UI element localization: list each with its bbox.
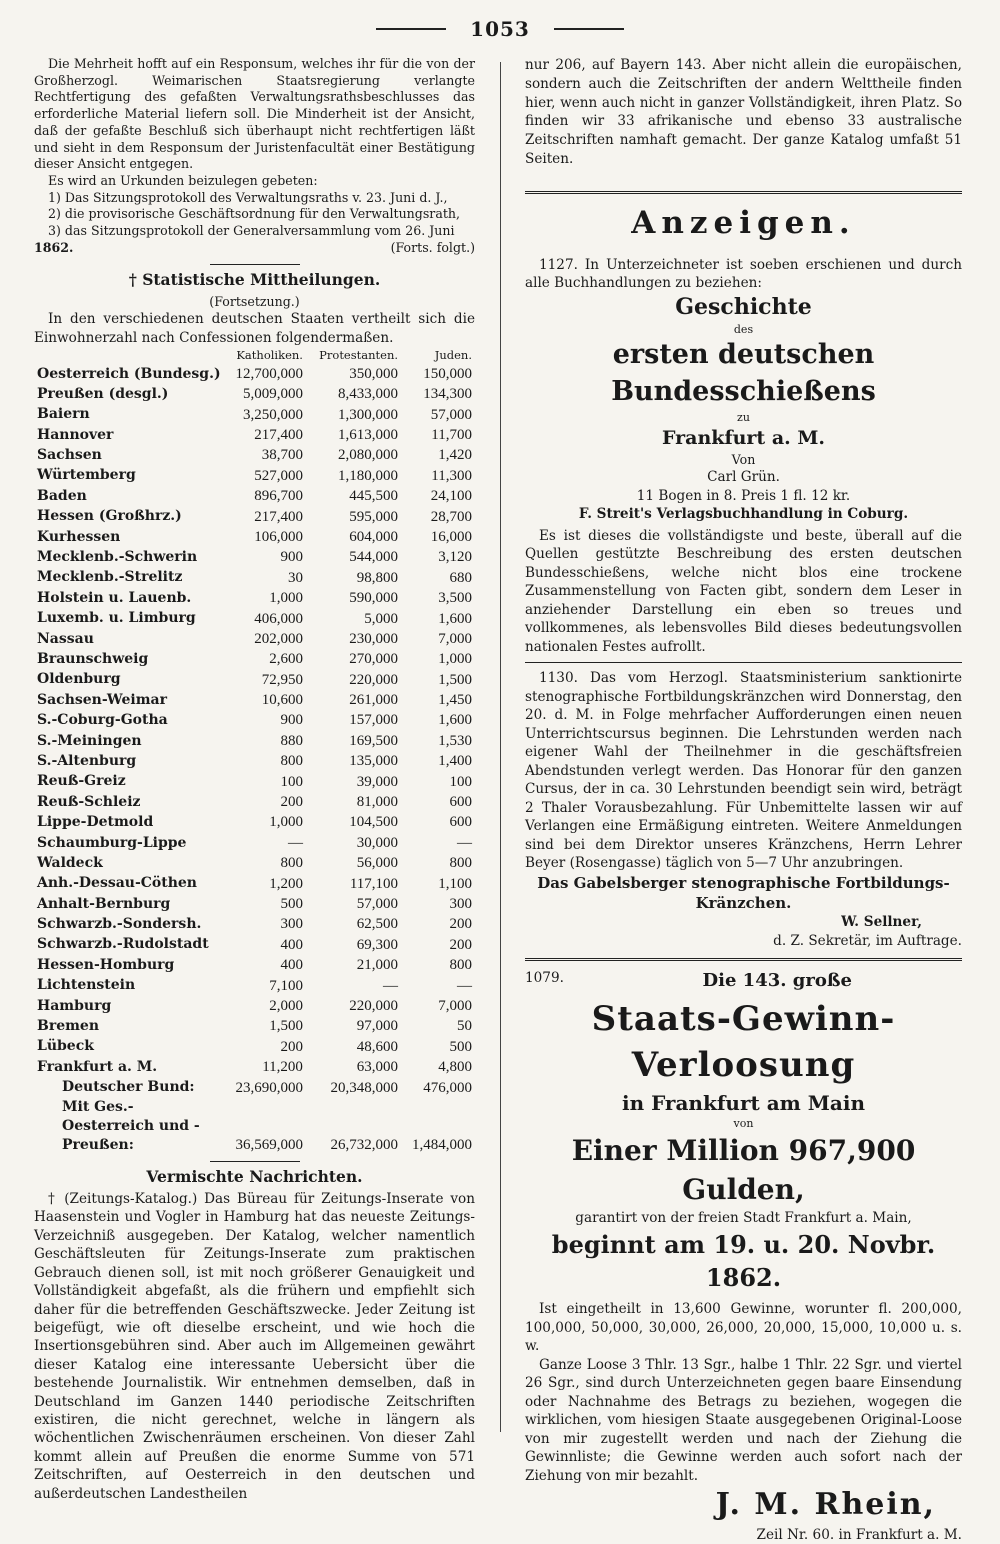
jews-cell: 11,700 bbox=[431, 427, 472, 444]
section-rule bbox=[525, 958, 962, 961]
total-value: 476,000 bbox=[423, 1079, 472, 1096]
protestants-cell: 56,000 bbox=[356, 855, 399, 872]
protestants-cell: 69,300 bbox=[356, 936, 399, 953]
jews-cell: 1,600 bbox=[438, 712, 472, 729]
verm-heading: Vermischte Nachrichten. bbox=[146, 1167, 363, 1186]
state-name: Sachsen bbox=[37, 447, 102, 464]
table-row bbox=[34, 914, 475, 934]
table-header: Juden. bbox=[434, 348, 472, 363]
jews-cell: 500 bbox=[449, 1038, 472, 1055]
continuation-note: (Forts. folgt.) bbox=[390, 239, 475, 255]
protestants-cell: 595,000 bbox=[349, 508, 399, 525]
table-header-row bbox=[34, 348, 475, 364]
table-row bbox=[34, 935, 475, 955]
table-row bbox=[34, 955, 475, 975]
total-row bbox=[34, 1098, 475, 1155]
state-name: Hannover bbox=[37, 426, 114, 443]
table-row bbox=[34, 1037, 475, 1057]
protestants-cell: 98,800 bbox=[356, 569, 399, 586]
stat-heading: † Statistische Mittheilungen. bbox=[128, 270, 381, 290]
catholics-cell: 1,000 bbox=[269, 590, 303, 607]
catholics-cell: 200 bbox=[280, 1038, 303, 1055]
confession-table bbox=[34, 348, 475, 1155]
table-row bbox=[34, 772, 475, 792]
jews-cell: 1,000 bbox=[438, 651, 472, 668]
table-row bbox=[34, 996, 475, 1016]
state-name: S.-Coburg-Gotha bbox=[37, 712, 168, 729]
signer-name: W. Sellner, bbox=[841, 914, 922, 931]
protestants-cell: 1,300,000 bbox=[338, 406, 399, 423]
catholics-cell: — bbox=[287, 834, 303, 851]
table-row bbox=[34, 1016, 475, 1036]
jews-cell: 28,700 bbox=[430, 508, 472, 525]
jews-cell: 1,530 bbox=[438, 732, 472, 749]
table-row bbox=[34, 364, 475, 384]
jews-cell: 150,000 bbox=[423, 365, 472, 382]
table-row bbox=[34, 568, 475, 588]
catholics-cell: 1,000 bbox=[269, 814, 303, 831]
table-row bbox=[34, 670, 475, 690]
header-rule-left bbox=[376, 28, 446, 30]
jews-cell: — bbox=[457, 977, 472, 994]
state-name: Nassau bbox=[37, 630, 94, 647]
protestants-cell: 97,000 bbox=[356, 1018, 399, 1035]
state-name: Reuß-Schleiz bbox=[37, 793, 141, 810]
book-title-line: zu bbox=[737, 410, 750, 424]
state-name: Preußen (desgl.) bbox=[37, 385, 169, 402]
table-row bbox=[34, 976, 475, 996]
urkunden-intro: Es wird an Urkunden beizulegen gebeten: bbox=[48, 173, 318, 189]
jews-cell: 800 bbox=[449, 957, 472, 974]
section-rule bbox=[525, 191, 962, 194]
jews-cell: 134,300 bbox=[423, 386, 472, 403]
lottery-conditions: Ganze Loose 3 Thlr. 13 Sgr., halbe 1 Thlr. 22 Sgr. und viertel 26 Sgr., sind durch Unterzeichneten gegen baare Einsendung oder Nachnahme des Betrags zu beziehen, wogegen die wirklichen, vom hiesigen Staate ausgegebenen Original-Loose von mir zugestellt werden und nach der Ziehung die Gewinnliste; die Gewinne werden auch sofort nach der Ziehung von mir bezahlt. bbox=[525, 1356, 962, 1484]
catholics-cell: 11,200 bbox=[262, 1059, 303, 1076]
catholics-cell: 30 bbox=[287, 569, 303, 586]
protestants-cell: 5,000 bbox=[364, 610, 399, 627]
urkunden-end bbox=[34, 240, 475, 257]
book-publisher: F. Streit's Verlagsbuchhandlung in Coburg. bbox=[578, 506, 909, 523]
protestants-cell: 230,000 bbox=[349, 630, 399, 647]
protestants-cell: 21,000 bbox=[356, 957, 399, 974]
ad-1127-intro: 1127. In Unterzeichneter ist soeben erschienen und durch alle Buchhandlungen zu beziehen: bbox=[525, 256, 962, 292]
catholics-cell: 3,250,000 bbox=[242, 406, 303, 423]
state-name: Luxemb. u. Limburg bbox=[37, 610, 196, 627]
jews-cell: 16,000 bbox=[430, 528, 472, 545]
book-title-line: Geschichte bbox=[675, 293, 812, 320]
table-row bbox=[34, 874, 475, 894]
merchant-signature: J. M. Rhein, bbox=[715, 1487, 936, 1523]
ad-1130-text: 1130. Das vom Herzogl. Staatsministerium sanktionirte stenographische Fortbildungskränzchen wird Donnerstag, den 20. d. M. in Folge mehrfacher Aufforderungen einen neuen Unterrichtscursus beginnen. Die Lehrstunden werden nach eigener Wahl der Theilnehmer in die geschäftsfreien Abendstunden verlegt werden. Das Honorar für den ganzen Cursus, der in ca. 30 Lehrstunden beendigt sein wird, beträgt 2 Thaler Vorausbezahlung. Für Unbemittelte lassen wir auf Verlangen eine Ermäßigung eintreten. Weitere Anmeldungen sind bei dem Direktor unseres Kränzchens, Herrn Lehrer Beyer (Rosengasse) täglich von 5—7 Uhr anzubringen. bbox=[525, 670, 962, 872]
catholics-cell: 527,000 bbox=[254, 467, 303, 484]
book-price: 11 Bogen in 8. Preis 1 fl. 12 kr. bbox=[636, 487, 851, 504]
catholics-cell: 217,400 bbox=[254, 508, 303, 525]
state-name: Oldenburg bbox=[37, 671, 121, 688]
total-value: 36,569,000 bbox=[235, 1136, 303, 1153]
protestants-cell: 157,000 bbox=[349, 712, 399, 729]
book-von: Von bbox=[731, 451, 756, 467]
state-name: Schaumburg-Lippe bbox=[37, 834, 187, 851]
book-author: Carl Grün. bbox=[707, 469, 780, 486]
ad-1079-head bbox=[525, 969, 962, 993]
total-value: 1,484,000 bbox=[412, 1136, 472, 1153]
stat-continuation: (Fortsetzung.) bbox=[209, 293, 300, 309]
table-row bbox=[34, 1057, 475, 1077]
lottery-von: von bbox=[733, 1117, 754, 1131]
table-header: Katholiken. bbox=[236, 348, 303, 363]
section-rule bbox=[210, 264, 300, 265]
stat-intro: In den verschiedenen deutschen Staaten vertheilt sich die Einwohnerzahl nach Confessionen folgendermaßen. bbox=[34, 311, 475, 346]
lottery-begin: beginnt am 19. u. 20. Novbr. 1862. bbox=[551, 1230, 936, 1292]
catholics-cell: 12,700,000 bbox=[235, 365, 303, 382]
protestants-cell: 270,000 bbox=[349, 651, 399, 668]
catholics-cell: 106,000 bbox=[254, 528, 303, 545]
catholics-cell: 217,400 bbox=[254, 427, 303, 444]
protestants-cell: 169,500 bbox=[349, 732, 399, 749]
catholics-cell: 2,000 bbox=[269, 997, 303, 1014]
table-row bbox=[34, 547, 475, 567]
lottery-place: in Frankfurt am Main bbox=[621, 1091, 866, 1116]
state-name: Anh.-Dessau-Cöthen bbox=[37, 875, 197, 892]
jews-cell: 200 bbox=[449, 916, 472, 933]
table-row bbox=[34, 384, 475, 404]
state-name: Waldeck bbox=[37, 854, 103, 871]
merchant-address: Zeil Nr. 60. in Frankfurt a. M. bbox=[756, 1526, 962, 1543]
protestants-cell: 135,000 bbox=[349, 753, 399, 770]
jews-cell: 1,100 bbox=[438, 875, 472, 892]
jews-cell: 800 bbox=[449, 855, 472, 872]
protestants-cell: 1,180,000 bbox=[338, 467, 399, 484]
jews-cell: 1,420 bbox=[438, 447, 472, 464]
table-row bbox=[34, 486, 475, 506]
jews-cell: 100 bbox=[449, 773, 472, 790]
table-row bbox=[34, 425, 475, 445]
urkunde-item: 1) Das Sitzungsprotokoll des Verwaltungsraths v. 23. Juni d. J., bbox=[48, 189, 448, 205]
lottery-prizes: Ist eingetheilt in 13,600 Gewinne, worunter fl. 200,000, 100,000, 50,000, 30,000, 26,000, 20,000, 15,000, 10,000 u. s. w. bbox=[525, 1301, 962, 1355]
catholics-cell: 200 bbox=[280, 794, 303, 811]
intro-paragraph: Die Mehrheit hofft auf ein Responsum, welches ihr für die von der Großherzogl. Weimarischen Staatsregierung verlangte Rechtfertigung des gefaßten Verwaltungsrathsbeschlusses das erforderliche Material liefern soll. Die Minderheit ist der Ansicht, daß der gefaßte Beschluß sich überhaupt nicht rechtfertigen läßt und sieht in dem Responsum der Juristenfacultät einer Bestätigung dieser Ansicht entgegen. bbox=[34, 56, 475, 172]
table-row bbox=[34, 405, 475, 425]
katalog-continuation: nur 206, auf Bayern 143. Aber nicht allein die europäischen, sondern auch die Zeitschriften der andern Welttheile finden hier, wenn auch nicht in ganzer Vollständigkeit, ihren Platz. So finden wir 33 afrikanische und ebenso 33 australische Zeitschriften namhaft gemacht. Der ganze Katalog umfaßt 51 Seiten. bbox=[525, 57, 962, 167]
lottery-title: Staats-Gewinn-Verloosung bbox=[591, 998, 896, 1086]
state-name: Bremen bbox=[37, 1018, 100, 1035]
state-name: Anhalt-Bernburg bbox=[37, 895, 171, 912]
jews-cell: 1,600 bbox=[438, 610, 472, 627]
state-name: Baiern bbox=[37, 406, 90, 423]
table-row bbox=[34, 588, 475, 608]
protestants-cell: 48,600 bbox=[356, 1038, 399, 1055]
protestants-cell: 220,000 bbox=[349, 997, 399, 1014]
catholics-cell: 406,000 bbox=[254, 610, 303, 627]
catholics-cell: 2,600 bbox=[269, 651, 303, 668]
table-row bbox=[34, 609, 475, 629]
state-name: Oesterreich (Bundesg.) bbox=[37, 365, 221, 382]
state-name: Lippe-Detmold bbox=[37, 814, 154, 831]
total-value: 20,348,000 bbox=[330, 1079, 399, 1096]
state-name: S.-Altenburg bbox=[37, 752, 137, 769]
catholics-cell: 1,500 bbox=[269, 1018, 303, 1035]
total-row bbox=[34, 1078, 475, 1098]
state-name: Kurhessen bbox=[37, 528, 121, 545]
jews-cell: 300 bbox=[449, 896, 472, 912]
catholics-cell: 72,950 bbox=[261, 671, 303, 688]
table-row bbox=[34, 833, 475, 853]
protestants-cell: 2,080,000 bbox=[338, 447, 399, 464]
jews-cell: 57,000 bbox=[430, 406, 472, 423]
state-name: Baden bbox=[37, 487, 87, 504]
protestants-cell: 604,000 bbox=[349, 528, 399, 545]
jews-cell: 3,120 bbox=[438, 549, 472, 566]
urkunde-item: 2) die provisorische Geschäftsordnung für den Verwaltungsrath, bbox=[48, 206, 461, 222]
jews-cell: — bbox=[457, 834, 472, 851]
catholics-cell: 5,009,000 bbox=[242, 386, 303, 403]
page-number: 1053 bbox=[470, 17, 530, 41]
jews-cell: 50 bbox=[457, 1018, 472, 1035]
protestants-cell: — bbox=[383, 977, 399, 994]
urkunden-year: 1862. bbox=[34, 239, 74, 255]
state-name: Holstein u. Lauenb. bbox=[37, 589, 192, 606]
book-title-line: des bbox=[733, 322, 754, 336]
header-rule-right bbox=[554, 28, 624, 30]
right-column bbox=[525, 56, 962, 1544]
protestants-cell: 220,000 bbox=[349, 671, 399, 688]
anzeigen-title: Anzeigen. bbox=[631, 204, 856, 241]
jews-cell: 7,000 bbox=[438, 997, 472, 1014]
total-value: 23,690,000 bbox=[235, 1079, 303, 1096]
table-row bbox=[34, 507, 475, 527]
total-label: Mit Ges.-Oesterreich und -Preußen: bbox=[62, 1098, 200, 1153]
jews-cell: 680 bbox=[449, 569, 472, 586]
protestants-cell: 81,000 bbox=[356, 794, 399, 811]
table-header bbox=[34, 348, 224, 364]
state-name: Lichtenstein bbox=[37, 977, 136, 994]
state-name: Braunschweig bbox=[37, 650, 149, 667]
state-name: Schwarzb.-Rudolstadt bbox=[37, 936, 209, 953]
state-name: Reuß-Greiz bbox=[37, 773, 126, 790]
state-name: Mecklenb.-Strelitz bbox=[37, 569, 183, 586]
table-row bbox=[34, 853, 475, 873]
jews-cell: 3,500 bbox=[438, 590, 472, 607]
state-name: Sachsen-Weimar bbox=[37, 691, 167, 708]
table-row bbox=[34, 751, 475, 771]
state-name: Hamburg bbox=[37, 997, 112, 1014]
catholics-cell: 10,600 bbox=[261, 692, 303, 709]
catholics-cell: 100 bbox=[280, 773, 303, 790]
catholics-cell: 1,200 bbox=[269, 875, 303, 892]
catholics-cell: 400 bbox=[280, 957, 303, 974]
catholics-cell: 900 bbox=[280, 549, 303, 566]
jews-cell: 4,800 bbox=[438, 1059, 472, 1076]
page-header bbox=[0, 14, 1000, 44]
protestants-cell: 8,433,000 bbox=[338, 386, 399, 403]
jews-cell: 600 bbox=[449, 794, 472, 811]
state-name: Würtemberg bbox=[37, 467, 136, 484]
state-name: Hessen (Großhrz.) bbox=[37, 508, 182, 525]
protestants-cell: 1,613,000 bbox=[338, 427, 399, 444]
book-title-place: Frankfurt a. M. bbox=[661, 426, 826, 449]
column-divider bbox=[500, 62, 501, 1432]
state-name: Hessen-Homburg bbox=[37, 956, 175, 973]
catholics-cell: 7,100 bbox=[269, 977, 303, 994]
table-row bbox=[34, 894, 475, 914]
protestants-cell: 39,000 bbox=[356, 773, 399, 790]
protestants-cell: 104,500 bbox=[349, 814, 399, 831]
state-name: Lübeck bbox=[37, 1038, 94, 1055]
protestants-cell: 350,000 bbox=[349, 365, 399, 382]
table-row bbox=[34, 649, 475, 669]
jews-cell: 600 bbox=[449, 814, 472, 831]
table-row bbox=[34, 690, 475, 710]
protestants-cell: 62,500 bbox=[356, 916, 399, 933]
state-name: Mecklenb.-Schwerin bbox=[37, 549, 198, 566]
catholics-cell: 880 bbox=[280, 732, 303, 749]
society-name: Das Gabelsberger stenographische Fortbildungs-Kränzchen. bbox=[537, 873, 950, 912]
catholics-cell: 900 bbox=[280, 712, 303, 729]
state-name: Schwarzb.-Sondersh. bbox=[37, 916, 202, 933]
table-row bbox=[34, 445, 475, 465]
protestants-cell: 590,000 bbox=[349, 590, 399, 607]
catholics-cell: 800 bbox=[280, 753, 303, 770]
protestants-cell: 117,100 bbox=[349, 875, 399, 892]
table-row bbox=[34, 792, 475, 812]
protestants-cell: 445,500 bbox=[349, 488, 399, 505]
book-title-main: ersten deutschen Bundesschießens bbox=[611, 339, 876, 408]
table-row bbox=[34, 731, 475, 751]
protestants-cell: 544,000 bbox=[349, 549, 399, 566]
table-row bbox=[34, 710, 475, 730]
signer-role: d. Z. Sekretär, im Auftrage. bbox=[773, 932, 962, 949]
total-value: 26,732,000 bbox=[330, 1136, 399, 1153]
table-row bbox=[34, 812, 475, 832]
jews-cell: 11,300 bbox=[431, 467, 472, 484]
jews-cell: 1,400 bbox=[438, 753, 472, 770]
jews-cell: 24,100 bbox=[430, 488, 472, 505]
table-body bbox=[34, 364, 475, 1155]
table-row bbox=[34, 629, 475, 649]
table-header: Protestanten. bbox=[319, 348, 399, 363]
catholics-cell: 38,700 bbox=[261, 447, 303, 464]
total-label: Deutscher Bund: bbox=[62, 1079, 195, 1096]
jews-cell: 7,000 bbox=[438, 630, 472, 647]
jews-cell: 1,450 bbox=[438, 692, 472, 709]
ad-1127-text: Es ist dieses die vollständigste und beste, überall auf die Quellen gestützte Beschreibung des ersten deutschen Bundesschießens, welche nicht blos eine trockene Zusammenstellung von Facten gibt, sondern dem Leser in anziehender Darstellung ein eben so treues und vollkommenes, als lebensvolles Bild dieses bedeutungsvollen nationalen Festes aufrollt. bbox=[525, 527, 962, 655]
protestants-cell: 63,000 bbox=[356, 1059, 399, 1076]
protestants-cell: 30,000 bbox=[356, 834, 399, 851]
protestants-cell: 261,000 bbox=[349, 692, 399, 709]
section-rule bbox=[525, 662, 962, 663]
table-row bbox=[34, 466, 475, 486]
jews-cell: 1,500 bbox=[438, 671, 472, 688]
lottery-guarantee: garantirt von der freien Stadt Frankfurt a. Main, bbox=[575, 1209, 912, 1226]
left-column bbox=[34, 56, 475, 1503]
table-row bbox=[34, 527, 475, 547]
catholics-cell: 800 bbox=[280, 855, 303, 872]
urkunde-item: 3) das Sitzungsprotokoll der Generalversammlung vom 26. Juni bbox=[48, 223, 455, 239]
state-name: Frankfurt a. M. bbox=[37, 1058, 158, 1075]
catholics-cell: 202,000 bbox=[254, 630, 303, 647]
catholics-cell: 896,700 bbox=[254, 488, 303, 505]
state-name: S.-Meiningen bbox=[37, 732, 142, 749]
catholics-cell: 400 bbox=[280, 936, 303, 953]
zeitungs-katalog-text: † (Zeitungs-Katalog.) Das Büreau für Zeitungs-Inserate von Haasenstein und Vogler in Hamburg hat das neueste Zeitungs-Verzeichniß ausgegeben. Der Katalog, welcher namentlich Geschäftsleuten für Zeitungs-Inserate zum praktischen Gebrauch dienen soll, ist mit noch größerer Genauigkeit und Vollständigkeit abgefaßt, als die frühern und empfiehlt sich daher für die betreffenden Geschäftszwecke. Jeder Zeitung ist beigefügt, wie oft dieselbe erscheint, und wie hoch die Insertionsgebühren sind. Aber auch im Allgemeinen gewährt dieser Katalog eine interessante Uebersicht über die bestehende Journalistik. Wir entnehmen demselben, daß in Deutschland im Ganzen 1440 periodische Zeitschriften existiren, die nicht gerechnet, welche in längern als wöchentlichen Zwischenräumen erscheinen. Von dieser Zahl kommt allein auf Preußen die enorme Summe von 571 Zeitschriften, auf Oesterreich in den deutschen und außerdeutschen Landestheilen bbox=[34, 1191, 475, 1502]
lottery-sum: Einer Million 967,900 Gulden, bbox=[571, 1134, 916, 1206]
catholics-cell: 300 bbox=[280, 916, 303, 933]
section-rule bbox=[210, 1161, 300, 1162]
ad-1079-headline: Die 143. große bbox=[702, 970, 852, 992]
jews-cell: 200 bbox=[449, 936, 472, 953]
catholics-cell: 500 bbox=[280, 896, 303, 912]
ad-number: 1079. bbox=[525, 970, 564, 987]
protestants-cell: 57,000 bbox=[356, 896, 399, 912]
